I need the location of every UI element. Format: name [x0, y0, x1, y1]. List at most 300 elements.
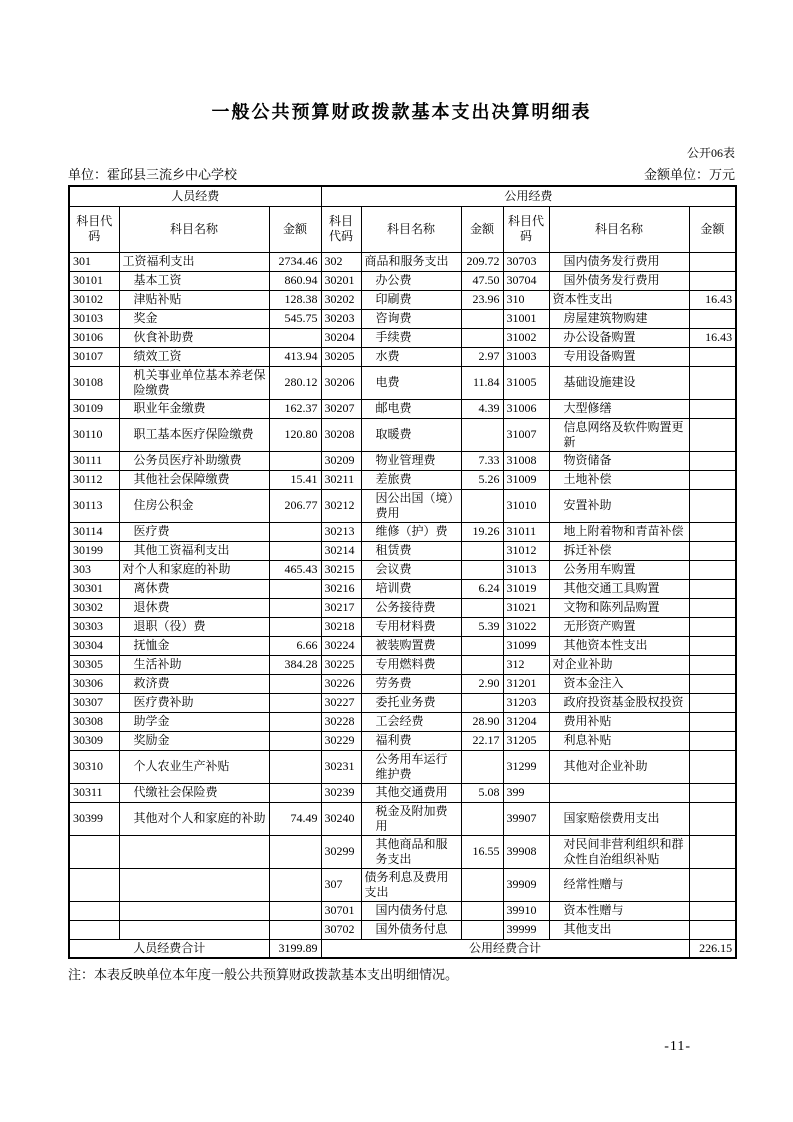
table-row [69, 750, 736, 783]
subject-code-cell: 30229 [321, 731, 361, 750]
amount-cell [269, 783, 321, 802]
table-row [69, 271, 736, 290]
subject-name-cell: 经常性赠与 [549, 868, 689, 901]
subject-code-cell: 30206 [321, 366, 361, 399]
subject-code-cell: 30224 [321, 636, 361, 655]
table-row [69, 399, 736, 418]
amount-cell [461, 598, 503, 617]
amount-cell [689, 489, 736, 522]
table-row [69, 868, 736, 901]
subject-name-cell: 退休费 [119, 598, 269, 617]
amount-cell [461, 560, 503, 579]
subject-name-cell: 个人农业生产补贴 [119, 750, 269, 783]
subject-name-cell: 其他社会保障缴费 [119, 470, 269, 489]
subject-name-cell: 对企业补助 [549, 655, 689, 674]
subject-name-cell: 医疗费 [119, 522, 269, 541]
subject-name-cell: 国内债务发行费用 [549, 252, 689, 271]
amount-cell [689, 541, 736, 560]
amount-unit-label: 金额单位：万元 [643, 167, 735, 182]
subject-code-cell: 31299 [503, 750, 549, 783]
col-header-name: 科目名称 [549, 206, 689, 252]
subject-name-cell: 资本性赠与 [549, 901, 689, 920]
subject-code-cell: 30306 [69, 674, 119, 693]
amount-cell [269, 693, 321, 712]
subject-name-cell: 公务用车运行维护费 [361, 750, 461, 783]
subject-code-cell: 31022 [503, 617, 549, 636]
table-row [69, 560, 736, 579]
subject-code-cell: 30301 [69, 579, 119, 598]
table-row [69, 541, 736, 560]
amount-cell [269, 451, 321, 470]
amount-cell: 16.55 [461, 835, 503, 868]
subject-name-cell: 被装购置费 [361, 636, 461, 655]
amount-cell [689, 470, 736, 489]
col-header-amount: 金额 [689, 206, 736, 252]
subject-name-cell: 其他对个人和家庭的补助 [119, 802, 269, 835]
amount-cell: 7.33 [461, 451, 503, 470]
subject-code-cell: 39908 [503, 835, 549, 868]
table-code-label: 公开06表 [686, 146, 735, 160]
amount-cell [269, 598, 321, 617]
amount-cell [689, 868, 736, 901]
subject-code-cell: 30310 [69, 750, 119, 783]
amount-cell: 22.17 [461, 731, 503, 750]
amount-cell: 413.94 [269, 347, 321, 366]
amount-cell: 28.90 [461, 712, 503, 731]
table-row [69, 712, 736, 731]
amount-cell [689, 598, 736, 617]
amount-cell: 74.49 [269, 802, 321, 835]
group-header-row [69, 186, 736, 206]
subject-code-cell: 31010 [503, 489, 549, 522]
subject-code-cell: 30307 [69, 693, 119, 712]
subject-name-cell: 基本工资 [119, 271, 269, 290]
subject-name-cell: 会议费 [361, 560, 461, 579]
subject-code-cell: 30103 [69, 309, 119, 328]
subject-name-cell: 伙食补助费 [119, 328, 269, 347]
subject-code-cell: 30209 [321, 451, 361, 470]
subject-name-cell: 电费 [361, 366, 461, 399]
amount-cell: 47.50 [461, 271, 503, 290]
subject-code-cell: 30227 [321, 693, 361, 712]
subject-code-cell: 301 [69, 252, 119, 271]
subject-code-cell: 31021 [503, 598, 549, 617]
amount-cell [461, 309, 503, 328]
amount-cell: 5.26 [461, 470, 503, 489]
subject-code-cell: 30216 [321, 579, 361, 598]
subject-code-cell: 30213 [321, 522, 361, 541]
amount-cell [689, 418, 736, 451]
table-row [69, 328, 736, 347]
subject-code-cell: 30111 [69, 451, 119, 470]
subject-name-cell: 专用材料费 [361, 617, 461, 636]
subject-name-cell: 邮电费 [361, 399, 461, 418]
subject-code-cell: 30239 [321, 783, 361, 802]
subject-name-cell: 房屋建筑物购建 [549, 309, 689, 328]
subject-name-cell: 物资储备 [549, 451, 689, 470]
table-row [69, 522, 736, 541]
table-body [69, 252, 736, 939]
personnel-total-label: 人员经费合计 [69, 939, 269, 958]
col-header-code: 科目代码 [503, 206, 549, 252]
table-row [69, 731, 736, 750]
subject-code-cell: 31009 [503, 470, 549, 489]
amount-cell [689, 636, 736, 655]
amount-cell: 6.66 [269, 636, 321, 655]
col-header-code: 科目代码 [321, 206, 361, 252]
subject-name-cell: 资本性支出 [549, 290, 689, 309]
amount-cell [689, 674, 736, 693]
subject-code-cell: 30114 [69, 522, 119, 541]
subject-code-cell: 30110 [69, 418, 119, 451]
subject-code-cell: 31007 [503, 418, 549, 451]
subject-code-cell: 30218 [321, 617, 361, 636]
subject-code-cell: 30112 [69, 470, 119, 489]
subject-code-cell: 31005 [503, 366, 549, 399]
subject-name-cell: 费用补贴 [549, 712, 689, 731]
page-number: -11- [664, 1039, 691, 1054]
subject-code-cell: 31003 [503, 347, 549, 366]
amount-cell [461, 868, 503, 901]
subject-name-cell: 政府投资基金股权投资 [549, 693, 689, 712]
table-row [69, 636, 736, 655]
amount-cell [461, 655, 503, 674]
subject-code-cell: 30107 [69, 347, 119, 366]
subject-name-cell: 其他商品和服务支出 [361, 835, 461, 868]
subject-code-cell: 31011 [503, 522, 549, 541]
amount-cell [269, 901, 321, 920]
subject-code-cell: 39910 [503, 901, 549, 920]
table-row [69, 783, 736, 802]
subject-code-cell: 30214 [321, 541, 361, 560]
table-row [69, 655, 736, 674]
subject-code-cell: 31019 [503, 579, 549, 598]
col-header-name: 科目名称 [119, 206, 269, 252]
subject-code-cell [69, 868, 119, 901]
amount-cell: 5.39 [461, 617, 503, 636]
subject-name-cell: 医疗费补助 [119, 693, 269, 712]
subject-name-cell [119, 901, 269, 920]
table-row [69, 252, 736, 271]
table-row [69, 347, 736, 366]
subject-name-cell: 职工基本医疗保险缴费 [119, 418, 269, 451]
subject-code-cell: 30201 [321, 271, 361, 290]
subject-code-cell: 31006 [503, 399, 549, 418]
subject-name-cell [549, 783, 689, 802]
amount-cell [269, 835, 321, 868]
subject-name-cell: 绩效工资 [119, 347, 269, 366]
col-header-code: 科目代码 [69, 206, 119, 252]
amount-cell: 5.08 [461, 783, 503, 802]
amount-cell [269, 920, 321, 939]
subject-code-cell: 30208 [321, 418, 361, 451]
subject-name-cell: 培训费 [361, 579, 461, 598]
amount-cell: 384.28 [269, 655, 321, 674]
amount-cell [461, 541, 503, 560]
subject-name-cell: 代缴社会保险费 [119, 783, 269, 802]
subject-name-cell: 离休费 [119, 579, 269, 598]
subject-name-cell: 住房公积金 [119, 489, 269, 522]
subject-name-cell: 维修（护）费 [361, 522, 461, 541]
table-row [69, 579, 736, 598]
subject-code-cell: 30202 [321, 290, 361, 309]
subject-code-cell: 31205 [503, 731, 549, 750]
group-header-personnel: 人员经费 [69, 186, 321, 206]
unit-label: 单位：霍邱县三流乡中心学校 [68, 167, 238, 182]
subject-name-cell: 印刷费 [361, 290, 461, 309]
subject-code-cell: 31201 [503, 674, 549, 693]
subject-code-cell: 30215 [321, 560, 361, 579]
subject-name-cell: 专用燃料费 [361, 655, 461, 674]
subject-name-cell: 大型修缮 [549, 399, 689, 418]
subject-name-cell: 劳务费 [361, 674, 461, 693]
table-row [69, 617, 736, 636]
subject-name-cell: 手续费 [361, 328, 461, 347]
amount-cell: 209.72 [461, 252, 503, 271]
amount-cell [461, 636, 503, 655]
table-row [69, 693, 736, 712]
subject-code-cell: 30211 [321, 470, 361, 489]
subject-code-cell: 31001 [503, 309, 549, 328]
group-header-public: 公用经费 [321, 186, 736, 206]
totals-row [69, 939, 736, 958]
col-header-amount: 金额 [461, 206, 503, 252]
table-row [69, 290, 736, 309]
subject-code-cell: 30226 [321, 674, 361, 693]
subject-name-cell: 委托业务费 [361, 693, 461, 712]
subject-code-cell [69, 835, 119, 868]
subject-code-cell: 39907 [503, 802, 549, 835]
subject-code-cell: 30101 [69, 271, 119, 290]
personnel-total-value: 3199.89 [269, 939, 321, 958]
subject-code-cell: 30102 [69, 290, 119, 309]
subject-name-cell: 咨询费 [361, 309, 461, 328]
subject-name-cell: 专用设备购置 [549, 347, 689, 366]
amount-cell: 128.38 [269, 290, 321, 309]
subject-code-cell: 31099 [503, 636, 549, 655]
subject-name-cell: 债务利息及费用支出 [361, 868, 461, 901]
amount-cell: 4.39 [461, 399, 503, 418]
subject-name-cell: 文物和陈列品购置 [549, 598, 689, 617]
subject-code-cell: 31012 [503, 541, 549, 560]
amount-cell [461, 901, 503, 920]
amount-cell: 19.26 [461, 522, 503, 541]
amount-cell: 2.97 [461, 347, 503, 366]
amount-cell [269, 712, 321, 731]
subject-name-cell: 公务接待费 [361, 598, 461, 617]
amount-cell: 465.43 [269, 560, 321, 579]
subject-name-cell: 其他对企业补助 [549, 750, 689, 783]
amount-cell [689, 750, 736, 783]
subject-name-cell: 水费 [361, 347, 461, 366]
amount-cell [461, 920, 503, 939]
subject-name-cell: 奖金 [119, 309, 269, 328]
amount-cell: 2734.46 [269, 252, 321, 271]
amount-cell [269, 522, 321, 541]
subject-code-cell [69, 901, 119, 920]
amount-cell [689, 655, 736, 674]
subject-code-cell: 30228 [321, 712, 361, 731]
amount-cell [689, 901, 736, 920]
subject-code-cell: 30108 [69, 366, 119, 399]
subject-code-cell: 30303 [69, 617, 119, 636]
subject-name-cell: 基础设施建设 [549, 366, 689, 399]
subject-name-cell [119, 868, 269, 901]
subject-name-cell: 救济费 [119, 674, 269, 693]
subject-code-cell: 30701 [321, 901, 361, 920]
amount-cell [689, 731, 736, 750]
subject-name-cell: 福利费 [361, 731, 461, 750]
amount-cell [689, 617, 736, 636]
table-row [69, 598, 736, 617]
table-row [69, 835, 736, 868]
subject-code-cell: 30399 [69, 802, 119, 835]
col-header-amount: 金额 [269, 206, 321, 252]
amount-cell: 206.77 [269, 489, 321, 522]
amount-cell [269, 579, 321, 598]
amount-cell [689, 347, 736, 366]
col-header-name: 科目名称 [361, 206, 461, 252]
subject-code-cell: 312 [503, 655, 549, 674]
subject-code-cell: 30299 [321, 835, 361, 868]
page-title: 一般公共预算财政拨款基本支出决算明细表 [211, 102, 592, 122]
subject-name-cell: 抚恤金 [119, 636, 269, 655]
amount-cell [461, 750, 503, 783]
subject-name-cell: 办公设备购置 [549, 328, 689, 347]
subject-name-cell: 国内债务付息 [361, 901, 461, 920]
amount-cell: 6.24 [461, 579, 503, 598]
amount-cell [689, 693, 736, 712]
subject-name-cell: 其他支出 [549, 920, 689, 939]
subject-name-cell: 税金及附加费用 [361, 802, 461, 835]
subject-name-cell: 退职（役）费 [119, 617, 269, 636]
amount-cell [461, 328, 503, 347]
subject-code-cell: 30217 [321, 598, 361, 617]
amount-cell [269, 617, 321, 636]
amount-cell [689, 712, 736, 731]
subject-name-cell: 无形资产购置 [549, 617, 689, 636]
amount-cell: 120.80 [269, 418, 321, 451]
subject-code-cell: 30106 [69, 328, 119, 347]
subject-name-cell: 其他交通工具购置 [549, 579, 689, 598]
amount-cell [689, 252, 736, 271]
amount-cell [689, 835, 736, 868]
subject-code-cell: 30309 [69, 731, 119, 750]
subject-code-cell: 303 [69, 560, 119, 579]
amount-cell: 16.43 [689, 290, 736, 309]
amount-cell [461, 693, 503, 712]
amount-cell [461, 489, 503, 522]
subject-name-cell: 办公费 [361, 271, 461, 290]
subject-code-cell: 30204 [321, 328, 361, 347]
subject-name-cell: 国家赔偿费用支出 [549, 802, 689, 835]
table-row [69, 470, 736, 489]
table-row [69, 802, 736, 835]
subject-code-cell: 30311 [69, 783, 119, 802]
subject-name-cell: 其他工资福利支出 [119, 541, 269, 560]
amount-cell [689, 522, 736, 541]
subject-code-cell: 30113 [69, 489, 119, 522]
amount-cell [269, 750, 321, 783]
subject-code-cell: 30702 [321, 920, 361, 939]
subject-code-cell: 310 [503, 290, 549, 309]
subject-code-cell: 399 [503, 783, 549, 802]
amount-cell: 2.90 [461, 674, 503, 693]
subject-name-cell: 资本金注入 [549, 674, 689, 693]
subject-name-cell: 其他资本性支出 [549, 636, 689, 655]
amount-cell: 860.94 [269, 271, 321, 290]
amount-cell [269, 868, 321, 901]
subject-name-cell: 因公出国（境）费用 [361, 489, 461, 522]
subject-code-cell [69, 920, 119, 939]
amount-cell: 545.75 [269, 309, 321, 328]
amount-cell [689, 366, 736, 399]
public-total-value: 226.15 [689, 939, 736, 958]
subject-name-cell: 安置补助 [549, 489, 689, 522]
amount-cell [269, 328, 321, 347]
subject-name-cell: 其他交通费用 [361, 783, 461, 802]
amount-cell [689, 271, 736, 290]
subject-code-cell: 39999 [503, 920, 549, 939]
amount-cell: 280.12 [269, 366, 321, 399]
table-row [69, 418, 736, 451]
subject-name-cell: 拆迁补偿 [549, 541, 689, 560]
subject-name-cell: 工会经费 [361, 712, 461, 731]
table-row [69, 920, 736, 939]
amount-cell [269, 541, 321, 560]
subject-code-cell: 302 [321, 252, 361, 271]
subject-name-cell [119, 920, 269, 939]
subject-name-cell: 生活补助 [119, 655, 269, 674]
amount-cell: 15.41 [269, 470, 321, 489]
amount-cell [461, 802, 503, 835]
subject-name-cell: 公务员医疗补助缴费 [119, 451, 269, 470]
subject-code-cell: 30203 [321, 309, 361, 328]
subject-code-cell: 30207 [321, 399, 361, 418]
amount-cell [689, 920, 736, 939]
amount-cell [689, 451, 736, 470]
subject-code-cell: 30199 [69, 541, 119, 560]
subject-code-cell: 31203 [503, 693, 549, 712]
amount-cell [689, 399, 736, 418]
subject-name-cell: 津贴补贴 [119, 290, 269, 309]
amount-cell: 16.43 [689, 328, 736, 347]
subject-name-cell: 信息网络及软件购置更新 [549, 418, 689, 451]
subject-name-cell: 助学金 [119, 712, 269, 731]
subject-name-cell: 对民间非营利组织和群众性自治组织补贴 [549, 835, 689, 868]
subject-name-cell: 土地补偿 [549, 470, 689, 489]
subject-code-cell: 30308 [69, 712, 119, 731]
subject-code-cell: 31013 [503, 560, 549, 579]
subject-name-cell: 对个人和家庭的补助 [119, 560, 269, 579]
footnote: 注：本表反映单位本年度一般公共预算财政拨款基本支出明细情况。 [68, 967, 459, 982]
subject-code-cell: 30225 [321, 655, 361, 674]
subject-code-cell: 30704 [503, 271, 549, 290]
table-row [69, 901, 736, 920]
subject-code-cell: 30231 [321, 750, 361, 783]
column-header-row [69, 206, 736, 252]
amount-cell [461, 418, 503, 451]
subject-code-cell: 31204 [503, 712, 549, 731]
budget-table [68, 185, 737, 959]
amount-cell: 162.37 [269, 399, 321, 418]
meta-row [68, 164, 735, 183]
subject-code-cell: 30302 [69, 598, 119, 617]
table-row [69, 309, 736, 328]
table-row [69, 366, 736, 399]
subject-name-cell: 取暖费 [361, 418, 461, 451]
amount-cell: 23.96 [461, 290, 503, 309]
